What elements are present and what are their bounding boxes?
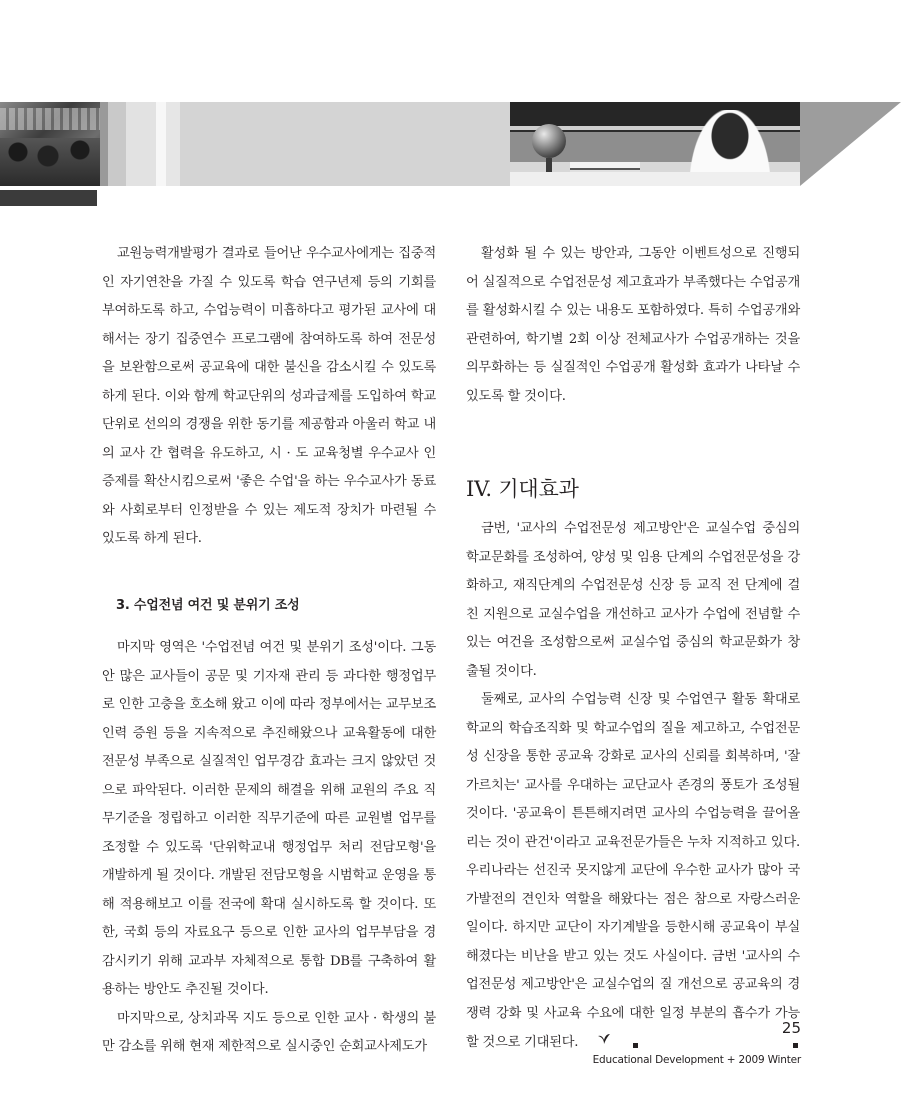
- header-band: [156, 102, 166, 186]
- header-banner: [0, 102, 901, 206]
- body-paragraph: [466, 686, 800, 1057]
- body-paragraph: 활성화 될 수 있는 방안과, 그동안 이벤트성으로 진행되어 실질적으로 수업전문성 제고효과가 부족했다는 수업공개를 활성화시킬 수 있는 내용도 포함하였다. 특히 수업공개와 관련하여, 학기별 2회 이상 전체교사가 수업공개하는 것을 의무화하는 등 실질적인 수업공개 활성화 효과가 나타날 수 있도록 할 것이다.: [466, 246, 800, 404]
- header-triangle-decoration: [800, 102, 901, 186]
- body-paragraph: 마지막 영역은 '수업전념 여건 및 분위기 조성'이다. 그동안 많은 교사들이 공문 및 기자재 관리 등 과다한 행정업무로 인한 고충을 호소해 왔고 이에 따라 정부에서는 교무보조인력 증원 등을 지속적으로 추진해왔으나 교육활동에 대한 전문성 부족으로 실질적인 업무경감 효과는 크지 않았던 것으로 파악된다. 이러한 문제의 해결을 위해 교원의 주요 직무기준을 정립하고 이러한 직무기준에 따른 교원별 업무를 조정할 수 있도록 '단위학교내 행정업무 처리 전담모형'을 개발하게 될 것이다. 개발된 전담모형을 시범학교 운영을 통해 적용해보고 이를 전국에 확대 실시하도록 할 것이다. 또한, 국회 등의 자료요구 등으로 인한 교사의 업무부담을 경감시키기 위해 교과부 자체적으로 통합 DB를 구축하여 활용하는 방안도 추진될 것이다.: [102, 640, 436, 997]
- classroom-students-photo: [0, 102, 100, 186]
- header-band: [166, 102, 180, 186]
- left-column: [102, 240, 436, 1062]
- sub-heading: 3. 수업전념 여건 및 분위기 조성: [116, 597, 300, 613]
- header-band: [100, 102, 108, 186]
- footer-square-mark: [793, 1043, 798, 1048]
- leaf-end-mark-icon: [582, 1028, 611, 1057]
- teacher-at-desk-photo: [510, 102, 800, 186]
- footer-square-mark: [633, 1043, 638, 1048]
- header-band: [108, 102, 126, 186]
- page-number: 25: [781, 1019, 801, 1037]
- body-paragraph-text: 둘째로, 교사의 수업능력 신장 및 수업연구 활동 확대로 학교의 학습조직화 및 학교수업의 질을 제고하고, 수업전문성 신장을 통한 공교육 강화로 교사의 신뢰를 회복하며, '잘 가르치는' 교사를 우대하는 교단교사 존경의 풍토가 조성될 것이다. '공교육이 튼튼해지려면 교사의 수업능력을 끌어올리는 것이 관건'이라고 교육전문가들은 누차 지적하고 있다. 우리나라는 선진국 못지않게 교단에 우수한 교사가 많아 국가발전의 견인차 역할을 해왔다는 점은 참으로 자랑스러운 일이다. 하지만 교단이 자기계발을 등한시해 공교육이 부실해졌다는 비난을 받고 있는 것도 사실이다. 금번 '교사의 수업전문성 제고방안'은 교실수업의 질 개선으로 공교육의 경쟁력 강화 및 사교육 수요에 대한 일정 부분의 흡수가 가능할 것으로 기대된다.: [466, 692, 800, 1050]
- header-band: [180, 102, 510, 186]
- header-band: [126, 102, 156, 186]
- body-paragraph: 교원능력개발평가 결과로 들어난 우수교사에게는 집중적인 자기연찬을 가질 수 있도록 학습 연구년제 등의 기회를 부여하도록 하고, 수업능력이 미흡하다고 평가된 교사에 대해서는 장기 집중연수 프로그램에 참여하도록 하여 전문성을 보완함으로써 공교육에 대한 불신을 감소시킬 수 있도록 하게 된다. 이와 함께 학교단위의 성과급제를 도입하여 학교단위로 선의의 경쟁을 위한 동기를 제공함과 아울러 학교 내의 교사 간 협력을 유도하고, 시 · 도 교육청별 우수교사 인증제를 확산시킴으로써 '좋은 수업'을 하는 우수교사가 동료와 사회로부터 인정받을 수 있는 제도적 장치가 마련될 수 있도록 하게 된다.: [102, 246, 436, 546]
- header-dark-strip: [0, 190, 97, 206]
- right-column: [466, 240, 800, 1057]
- body-paragraph: 금번, '교사의 수업전문성 제고방안'은 교실수업 중심의 학교문화를 조성하여, 양성 및 임용 단계의 수업전문성을 강화하고, 재직단계의 수업전문성 신장 등 교직 전 단계에 걸친 지원으로 교실수업을 개선하고 교사가 수업에 전념할 수 있는 여건을 조성함으로써 교실수업 중심의 학교문화가 창출될 것이다.: [466, 521, 800, 679]
- journal-footer: Educational Development + 2009 Winter: [592, 1054, 801, 1066]
- section-heading: IV. 기대효과: [466, 477, 579, 501]
- body-paragraph: 마지막으로, 상치과목 지도 등으로 인한 교사 · 학생의 불만 감소를 위해 현재 제한적으로 실시중인 순회교사제도가: [102, 1010, 436, 1054]
